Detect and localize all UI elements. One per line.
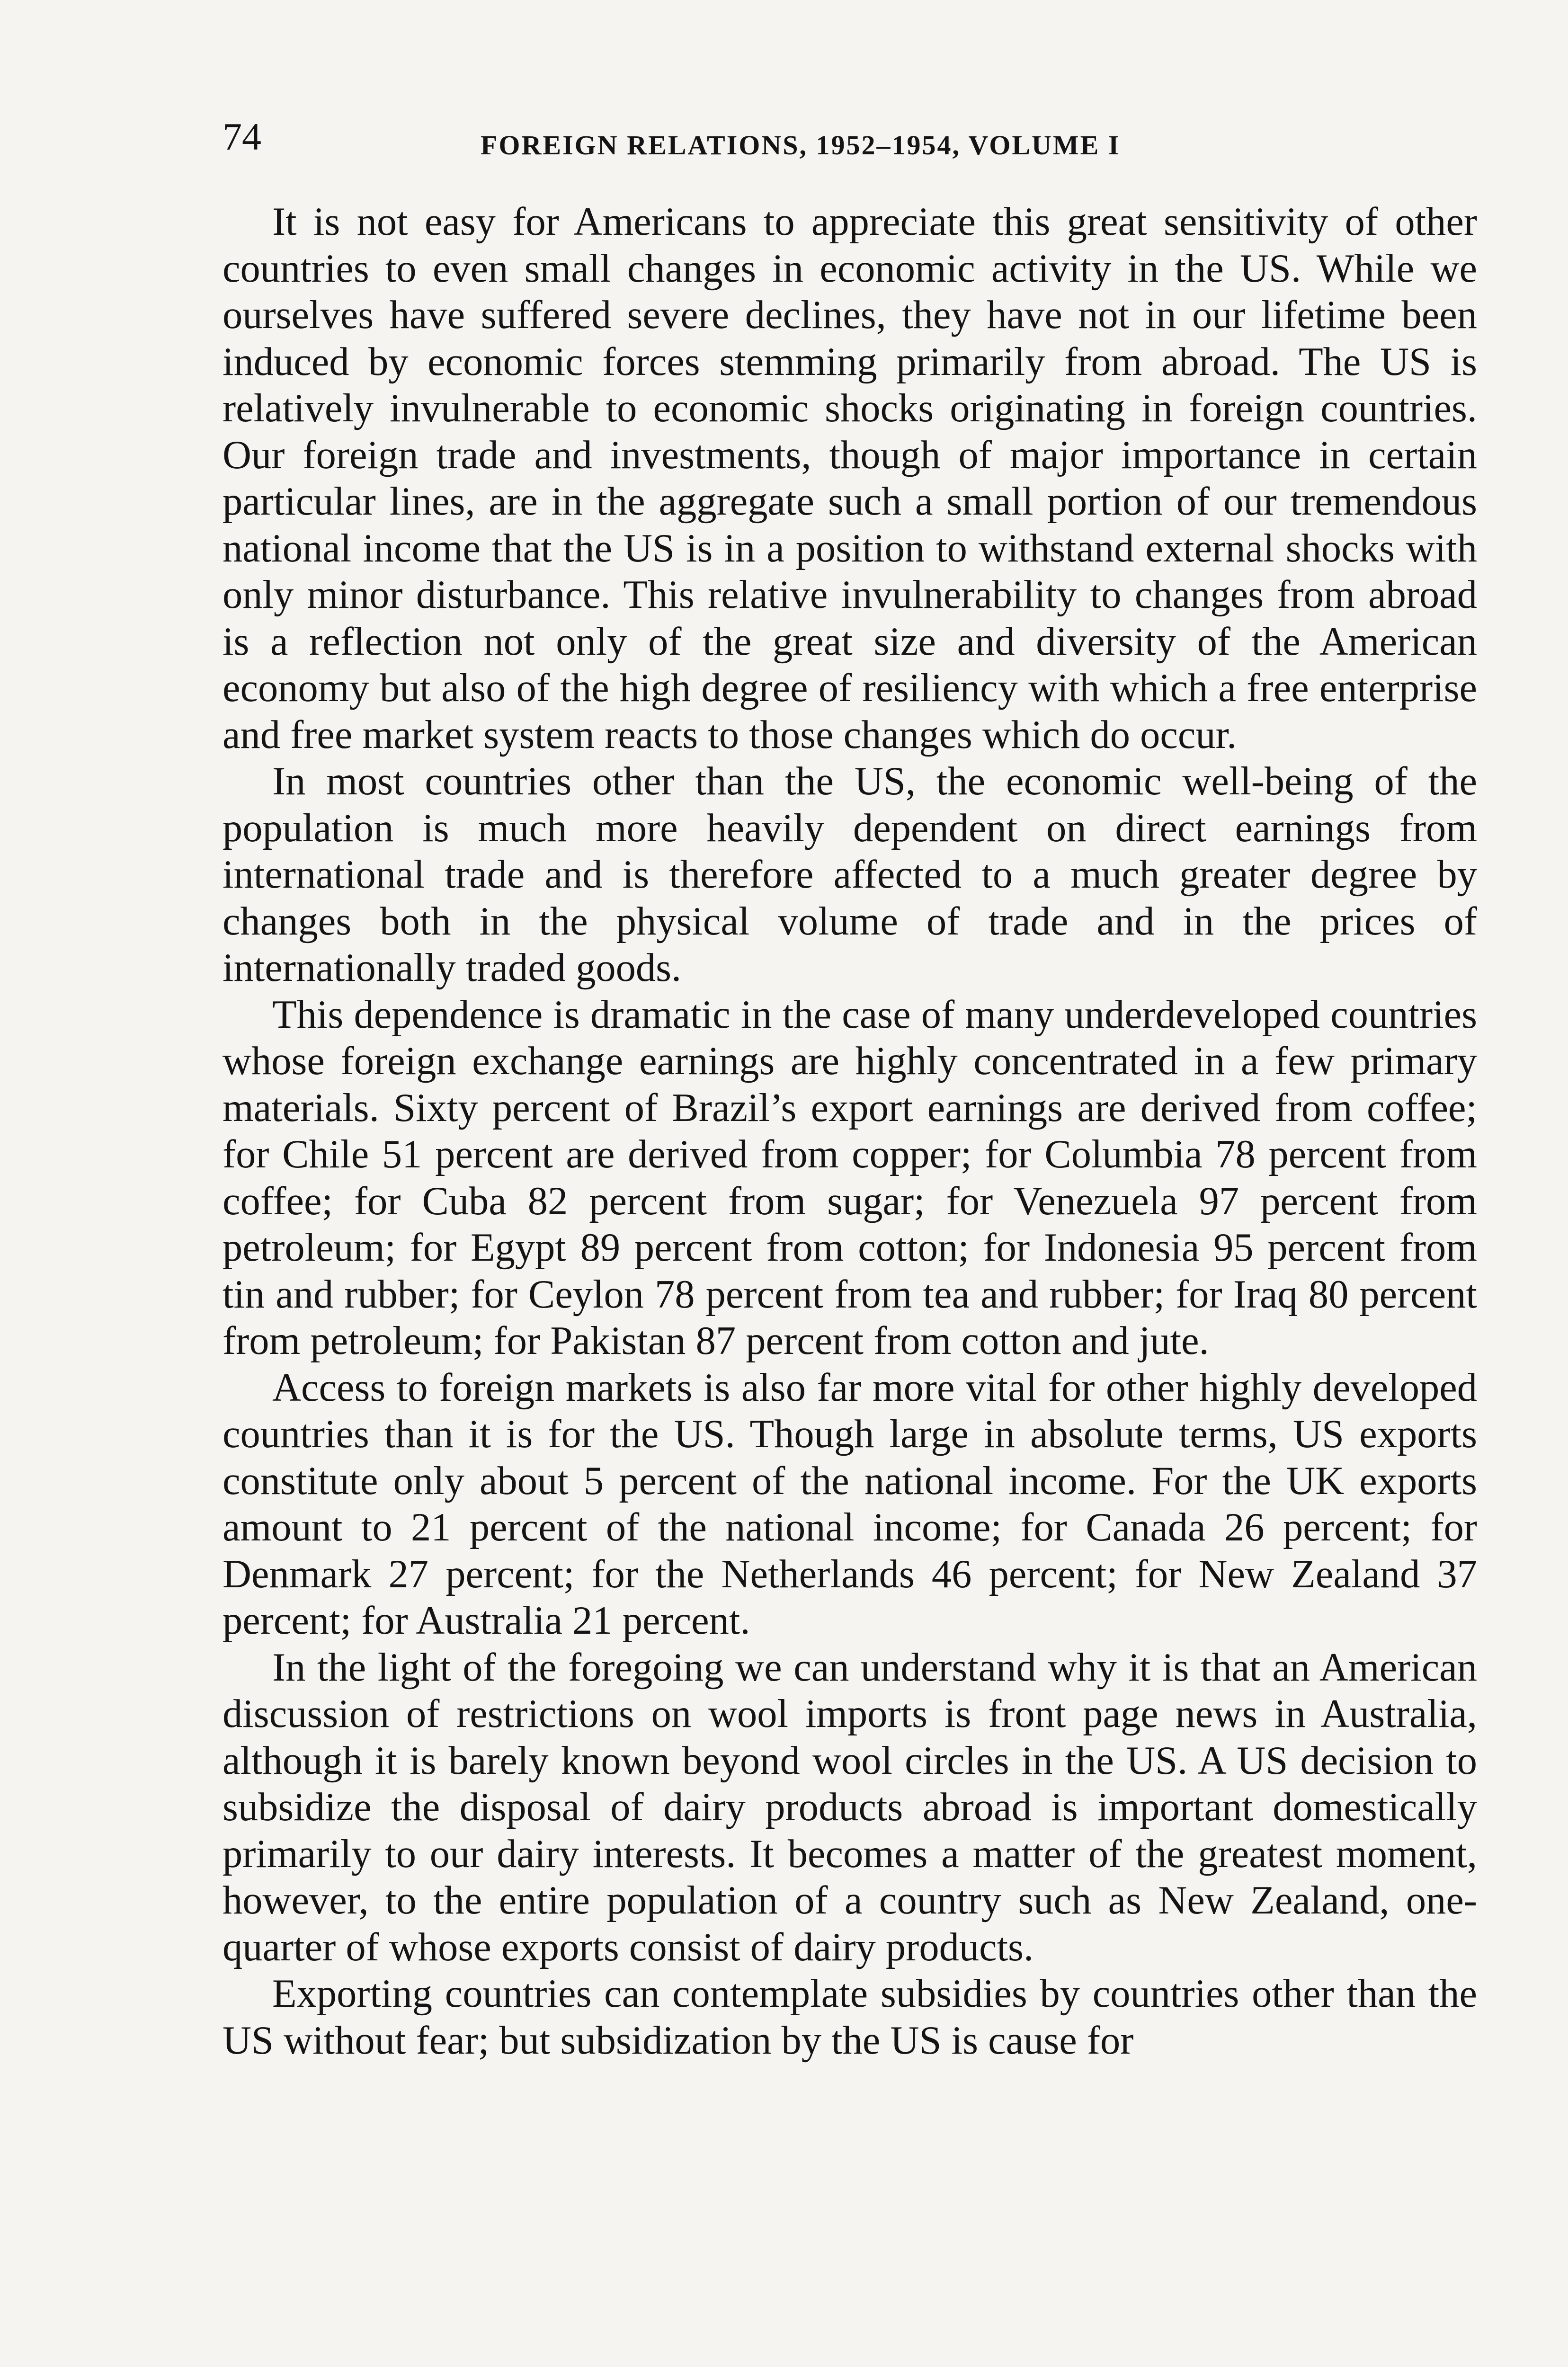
- running-title: FOREIGN RELATIONS, 1952–1954, VOLUME I: [481, 130, 1121, 160]
- paragraph: This dependence is dramatic in the case of many underdeveloped countries whose foreign exchange earnings are highly concentrated in a few primary materials. Sixty percent of Brazil’s export earnings are derived from coffee; for Chile 51 percent are derived from copper; for Columbia 78 percent from coffee; for Cuba 82 percent from sugar; for Venezuela 97 percent from petroleum; for Egypt 89 percent from cotton; for Indonesia 95 percent from tin and rubber; for Ceylon 78 percent from tea and rubber; for Iraq 80 percent from petroleum; for Pakistan 87 percent from cotton and jute.: [223, 992, 1477, 1363]
- paragraph: Access to foreign markets is also far more vital for other highly developed countries than it is for the US. Though large in absolute terms, US exports constitute only about 5 percent of the national income. For the UK exports amount to 21 percent of the national income; for Canada 26 percent; for Denmark 27 percent; for the Netherlands 46 percent; for New Zealand 37 percent; for Australia 21 percent.: [223, 1365, 1477, 1643]
- page-number: 74: [223, 115, 261, 158]
- paragraph: Exporting countries can contemplate subsidies by countries other than the US without fear; but subsidization by the US is cause for: [223, 1972, 1477, 2063]
- body-text: [223, 199, 1477, 2064]
- paragraph: In the light of the foregoing we can understand why it is that an American discussion of restrictions on wool imports is front page news in Australia, although it is barely known beyond wool circles in the US. A US decision to subsidize the disposal of dairy products abroad is important domestically primarily to our dairy interests. It becomes a matter of the greatest moment, however, to the entire population of a country such as New Zealand, one-quarter of whose exports consist of dairy products.: [223, 1645, 1477, 1969]
- paragraph: It is not easy for Americans to appreciate this great sensitivity of other countries to even small changes in economic activity in the US. While we ourselves have suffered severe declines, they have not in our lifetime been induced by economic forces stemming primarily from abroad. The US is relatively invulnerable to economic shocks originating in foreign countries. Our foreign trade and investments, though of major importance in certain particular lines, are in the aggregate such a small portion of our tremendous national income that the US is in a position to withstand external shocks with only minor disturbance. This relative invulnerability to changes from abroad is a reflection not only of the great size and diversity of the American economy but also of the high degree of resiliency with which a free enterprise and free market system reacts to those changes which do occur.: [223, 200, 1477, 757]
- paragraph: In most countries other than the US, the economic well-being of the population is much more heavily dependent on direct earnings from international trade and is therefore affected to a much greater degree by changes both in the physical volume of trade and in the prices of internationally traded goods.: [223, 759, 1477, 990]
- page-header: [223, 117, 1482, 169]
